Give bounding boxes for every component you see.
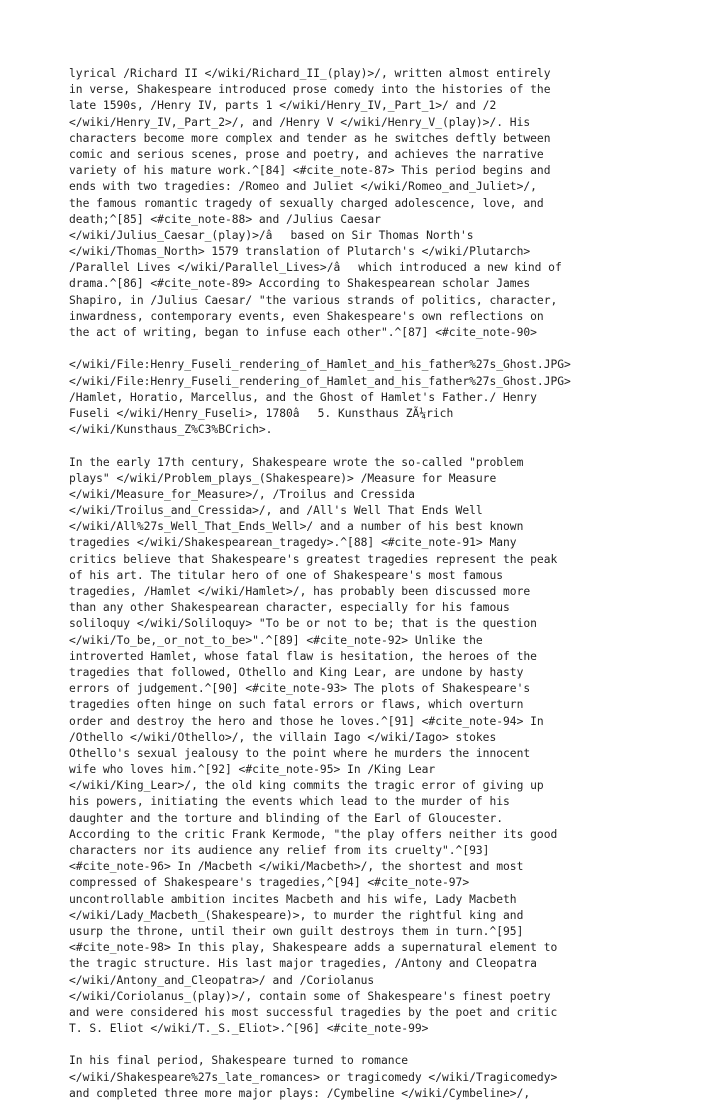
text-line: plays" </wiki/Problem_plays_(Shakespeare)> /Measure for Measure: [69, 471, 497, 485]
text-line: and were considered his most successful tragedies by the poet and critic: [69, 1005, 558, 1019]
text-line: <#cite_note-96> In /Macbeth </wiki/Macbeth>/, the shortest and most: [69, 860, 524, 874]
text-line: </wiki/Coriolanus_(play)>/, contain some of Shakespeare's finest poetry: [69, 989, 551, 1003]
text-line: </wiki/Julius_Caesar_(play)>/âbased on Sir Thomas North's: [69, 228, 474, 242]
text-line: </wiki/Antony_and_Cleopatra>/ and /Coriolanus: [69, 973, 375, 987]
paragraph-histories-tragedies: [69, 66, 669, 341]
text-line: /Hamlet, Horatio, Marcellus, and the Ghost of Hamlet's Father./ Henry: [69, 390, 537, 404]
text-line: </wiki/Henry_IV,_Part_2>/, and /Henry V </wiki/Henry_V_(play)>/. His: [69, 115, 531, 129]
text-line: his powers, initiating the events which lead to the murder of his: [69, 795, 510, 809]
text-line: Fuseli </wiki/Henry_Fuseli>, 1780â5. Kunsthaus ZÃ¼rich: [69, 406, 454, 420]
text-line: Othello's sexual jealousy to the point where he murders the innocent: [69, 746, 531, 760]
text-line: critics believe that Shakespeare's greatest tragedies represent the peak: [69, 552, 558, 566]
text-line: characters nor its audience any relief from its cruelty".^[93]: [69, 844, 490, 857]
text-line: comic and serious scenes, prose and poetry, and achieves the narrative: [69, 147, 544, 161]
text-line: in verse, Shakespeare introduced prose comedy into the histories of the: [69, 83, 551, 97]
text-line: </wiki/File:Henry_Fuseli_rendering_of_Hamlet_and_his_father%27s_Ghost.JPG>: [69, 374, 571, 388]
text-line: </wiki/Troilus_and_Cressida>/, and /All's Well That Ends Well: [69, 504, 483, 518]
text-line: </wiki/All%27s_Well_That_Ends_Well>/ and a number of his best known: [69, 520, 524, 534]
text-line: tragedies, /Hamlet </wiki/Hamlet>/, has probably been discussed more: [69, 585, 531, 598]
text-line: lyrical /Richard II </wiki/Richard_II_(play)>/, written almost entirely: [69, 67, 551, 80]
text-line: of his art. The titular hero of one of Shakespeare's most famous: [69, 568, 504, 582]
text-line: inwardness, contemporary events, even Shakespeare's own reflections on: [69, 309, 544, 323]
text-line: usurp the throne, until their own guilt destroys them in turn.^[95]: [69, 924, 524, 938]
text-line: introverted Hamlet, whose fatal flaw is hesitation, the heroes of the: [69, 649, 537, 663]
document-body: [69, 66, 669, 1102]
text-line: daughter and the torture and blinding of the Earl of Gloucester.: [69, 811, 504, 825]
text-line: errors of judgement.^[90] <#cite_note-93> The plots of Shakespeare's: [69, 682, 531, 696]
text-line: /Parallel Lives </wiki/Parallel_Lives>/âwhich introduced a new kind of: [69, 261, 562, 275]
text-line: </wiki/Kunsthaus_Z%C3%BCrich>.: [69, 423, 273, 437]
text-line: tragedies that followed, Othello and King Lear, are undone by hasty: [69, 665, 524, 679]
text-line: the famous romantic tragedy of sexually charged adolescence, love, and: [69, 196, 544, 210]
paragraph-image-caption: [69, 357, 669, 438]
text-line: /Othello </wiki/Othello>/, the villain Iago </wiki/Iago> stokes: [69, 730, 497, 744]
text-line: </wiki/King_Lear>/, the old king commits the tragic error of giving up: [69, 779, 544, 793]
paragraph-spacer: [69, 341, 669, 357]
text-line: uncontrollable ambition incites Macbeth and his wife, Lady Macbeth: [69, 892, 517, 906]
text-line: wife who loves him.^[92] <#cite_note-95> In /King Lear: [69, 763, 436, 777]
text-line: tragedies </wiki/Shakespearean_tragedy>.^[88] <#cite_note-91> Many: [69, 536, 517, 550]
text-line: In his final period, Shakespeare turned to romance: [69, 1054, 409, 1068]
text-line: variety of his mature work.^[84] <#cite_note-87> This period begins and: [69, 164, 551, 178]
text-line: compressed of Shakespeare's tragedies,^[94] <#cite_note-97>: [69, 876, 470, 890]
text-line: ends with two tragedies: /Romeo and Juliet </wiki/Romeo_and_Juliet>/,: [69, 180, 537, 194]
text-line: order and destroy the hero and those he loves.^[91] <#cite_note-94> In: [69, 714, 544, 728]
text-line: the tragic structure. His last major tragedies, /Antony and Cleopatra: [69, 957, 537, 971]
text-line: <#cite_note-98> In this play, Shakespeare adds a supernatural element to: [69, 941, 558, 955]
text-line: </wiki/Shakespeare%27s_late_romances> or tragicomedy </wiki/Tragicomedy>: [69, 1070, 558, 1084]
text-line: the act of writing, began to infuse each other".^[87] <#cite_note-90>: [69, 326, 537, 339]
text-line: </wiki/File:Henry_Fuseli_rendering_of_Hamlet_and_his_father%27s_Ghost.JPG>: [69, 358, 571, 372]
text-line: tragedies often hinge on such fatal errors or flaws, which overturn: [69, 698, 524, 712]
text-line: death;^[85] <#cite_note-88> and /Julius Caesar: [69, 212, 381, 226]
text-line: </wiki/Thomas_North> 1579 translation of Plutarch's </wiki/Plutarch>: [69, 245, 531, 259]
text-line: </wiki/Lady_Macbeth_(Shakespeare)>, to murder the rightful king and: [69, 908, 524, 922]
text-line: Shapiro, in /Julius Caesar/ "the various strands of politics, character,: [69, 293, 558, 307]
text-line: </wiki/Measure_for_Measure>/, /Troilus and Cressida: [69, 487, 415, 501]
paragraph-problem-plays: [69, 455, 669, 1038]
paragraph-spacer: [69, 438, 669, 454]
text-line: and completed three more major plays: /Cymbeline </wiki/Cymbeline>/,: [69, 1086, 531, 1100]
text-line: than any other Shakespearean character, especially for his famous: [69, 601, 510, 615]
text-line: In the early 17th century, Shakespeare wrote the so-called "problem: [69, 455, 524, 469]
text-line: drama.^[86] <#cite_note-89> According to Shakespearean scholar James: [69, 277, 531, 291]
text-line: late 1590s, /Henry IV, parts 1 </wiki/Henry_IV,_Part_1>/ and /2: [69, 99, 497, 113]
text-line: soliloquy </wiki/Soliloquy> "To be or not to be; that is the question: [69, 617, 537, 631]
text-line: </wiki/To_be,_or_not_to_be>".^[89] <#cite_note-92> Unlike the: [69, 633, 483, 647]
text-line: characters become more complex and tender as he switches deftly between: [69, 131, 551, 145]
text-line: T. S. Eliot </wiki/T._S._Eliot>.^[96] <#cite_note-99>: [69, 1022, 429, 1036]
text-line: According to the critic Frank Kermode, "the play offers neither its good: [69, 827, 558, 841]
paragraph-spacer: [69, 1037, 669, 1053]
paragraph-final-period: [69, 1053, 669, 1102]
